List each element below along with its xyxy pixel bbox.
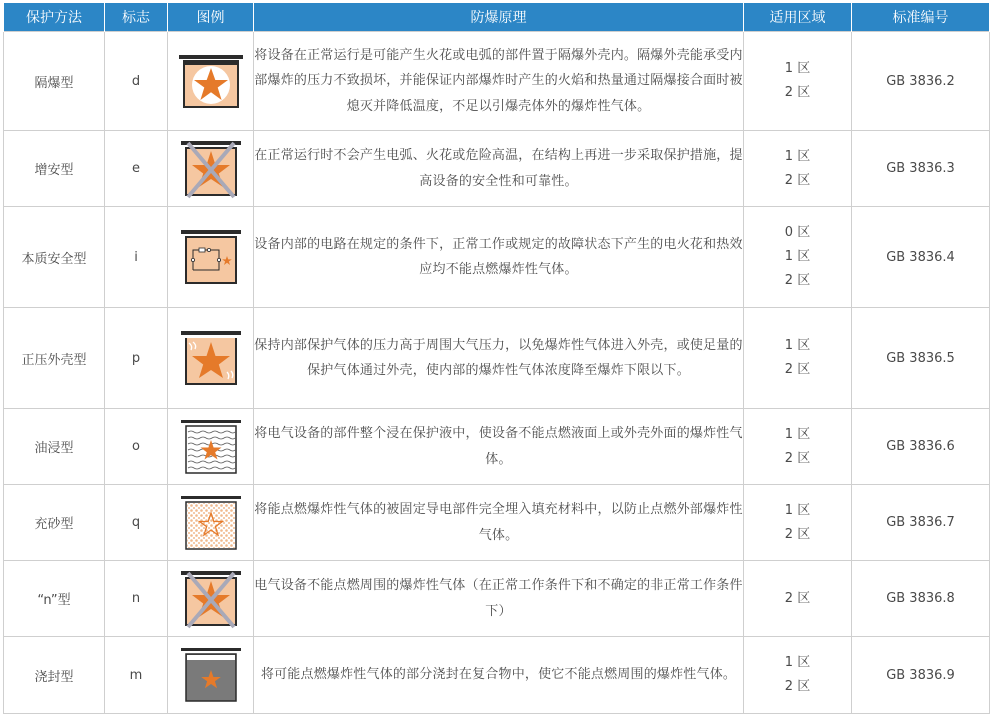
table-row <box>4 32 990 131</box>
encapsulation-icon <box>175 646 247 704</box>
oil-immersion-icon <box>175 418 247 476</box>
standard-cell: GB 3836.4 <box>852 207 990 308</box>
principle-cell: 将设备在正常运行是可能产生火花或电弧的部件置于隔爆外壳内。隔爆外壳能承受内部爆炸的压力不致损坏，并能保证内部爆炸时产生的火焰和热量通过隔爆接合面时被熄灭并降低温度，不足以引爆壳体外的爆炸性气体。 <box>254 32 744 131</box>
zone-value: 2 区 <box>784 450 811 466</box>
mark-cell: q <box>105 485 168 561</box>
standard-cell: GB 3836.3 <box>852 131 990 207</box>
standard-cell: GB 3836.5 <box>852 308 990 409</box>
icon-cell <box>168 409 254 485</box>
zone-value: 1 区 <box>784 338 811 353</box>
icon-cell <box>168 637 254 714</box>
principle-cell: 在正常运行时不会产生电弧、火花或危险高温，在结构上再进一步采取保护措施，提高设备的安全性和可靠性。 <box>254 131 744 207</box>
zone-cell <box>744 32 852 131</box>
zone-value: 1 区 <box>784 148 811 164</box>
icon-cell <box>168 561 254 637</box>
zone-value: 1 区 <box>784 655 811 670</box>
zone-value: 1 区 <box>784 502 811 518</box>
method-cell: 隔爆型 <box>4 32 105 131</box>
header-row <box>4 3 990 32</box>
standard-cell: GB 3836.8 <box>852 561 990 637</box>
mark-cell: n <box>105 561 168 637</box>
principle-cell: 电气设备不能点燃周围的爆炸性气体（在正常工作条件下和不确定的非正常工作条件下） <box>254 561 744 637</box>
zone-cell <box>744 207 852 308</box>
zone-value: 2 区 <box>784 362 811 377</box>
zone-value: 2 区 <box>784 590 811 606</box>
method-cell: “n”型 <box>4 561 105 637</box>
zone-value: 1 区 <box>784 426 811 442</box>
mark-cell: m <box>105 637 168 714</box>
increased-safety-icon <box>175 139 247 199</box>
mark-cell: e <box>105 131 168 207</box>
sand-filled-icon <box>175 494 247 552</box>
header-mark: 标志 <box>105 3 168 32</box>
zone-value: 2 区 <box>784 85 811 100</box>
principle-cell: 将电气设备的部件整个浸在保护液中，使设备不能点燃液面上或外壳外面的爆炸性气体。 <box>254 409 744 485</box>
method-cell: 充砂型 <box>4 485 105 561</box>
icon-cell <box>168 32 254 131</box>
zone-cell <box>744 131 852 207</box>
method-cell: 正压外壳型 <box>4 308 105 409</box>
header-standard: 标准编号 <box>852 3 990 32</box>
mark-cell: o <box>105 409 168 485</box>
zone-cell <box>744 561 852 637</box>
zone-value: 1 区 <box>784 249 811 264</box>
principle-cell: 保持内部保护气体的压力高于周围大气压力，以免爆炸性气体进入外壳，或使足量的保护气体通过外壳，使内部的爆炸性气体浓度降至爆炸下限以下。 <box>254 308 744 409</box>
method-cell: 油浸型 <box>4 409 105 485</box>
zone-cell <box>744 409 852 485</box>
header-zone: 适用区域 <box>744 3 852 32</box>
table-row <box>4 637 990 714</box>
standard-cell: GB 3836.6 <box>852 409 990 485</box>
zone-value: 2 区 <box>784 273 811 288</box>
header-icon: 图例 <box>168 3 254 32</box>
zone-cell <box>744 637 852 714</box>
icon-cell <box>168 131 254 207</box>
principle-cell: 将可能点燃爆炸性气体的部分浇封在复合物中，使它不能点燃周围的爆炸性气体。 <box>254 637 744 714</box>
standard-cell: GB 3836.9 <box>852 637 990 714</box>
zone-value: 2 区 <box>784 526 811 542</box>
method-cell: 浇封型 <box>4 637 105 714</box>
intrinsic-safety-icon <box>175 228 247 286</box>
table-row <box>4 207 990 308</box>
principle-cell: 将能点燃爆炸性气体的被固定导电部件完全埋入填充材料中，以防止点燃外部爆炸性气体。 <box>254 485 744 561</box>
icon-cell <box>168 308 254 409</box>
zone-value: 2 区 <box>784 679 811 694</box>
table-row <box>4 409 990 485</box>
zone-value: 1 区 <box>784 61 811 76</box>
flameproof-icon <box>175 53 247 109</box>
standard-cell: GB 3836.7 <box>852 485 990 561</box>
method-cell: 本质安全型 <box>4 207 105 308</box>
pressurized-icon <box>175 329 247 387</box>
method-cell: 增安型 <box>4 131 105 207</box>
icon-cell <box>168 485 254 561</box>
header-method: 保护方法 <box>4 3 105 32</box>
table-row <box>4 561 990 637</box>
mark-cell: d <box>105 32 168 131</box>
zone-cell <box>744 485 852 561</box>
zone-cell <box>744 308 852 409</box>
table-row <box>4 131 990 207</box>
table-row <box>4 308 990 409</box>
table-row <box>4 485 990 561</box>
explosion-protection-table <box>3 3 990 714</box>
zone-value: 2 区 <box>784 172 811 188</box>
mark-cell: i <box>105 207 168 308</box>
header-principle: 防爆原理 <box>254 3 744 32</box>
icon-cell <box>168 207 254 308</box>
mark-cell: p <box>105 308 168 409</box>
zone-value: 0 区 <box>784 225 811 240</box>
type-n-icon <box>175 569 247 629</box>
standard-cell: GB 3836.2 <box>852 32 990 131</box>
principle-cell: 设备内部的电路在规定的条件下，正常工作或规定的故障状态下产生的电火花和热效应均不能点燃爆炸性气体。 <box>254 207 744 308</box>
